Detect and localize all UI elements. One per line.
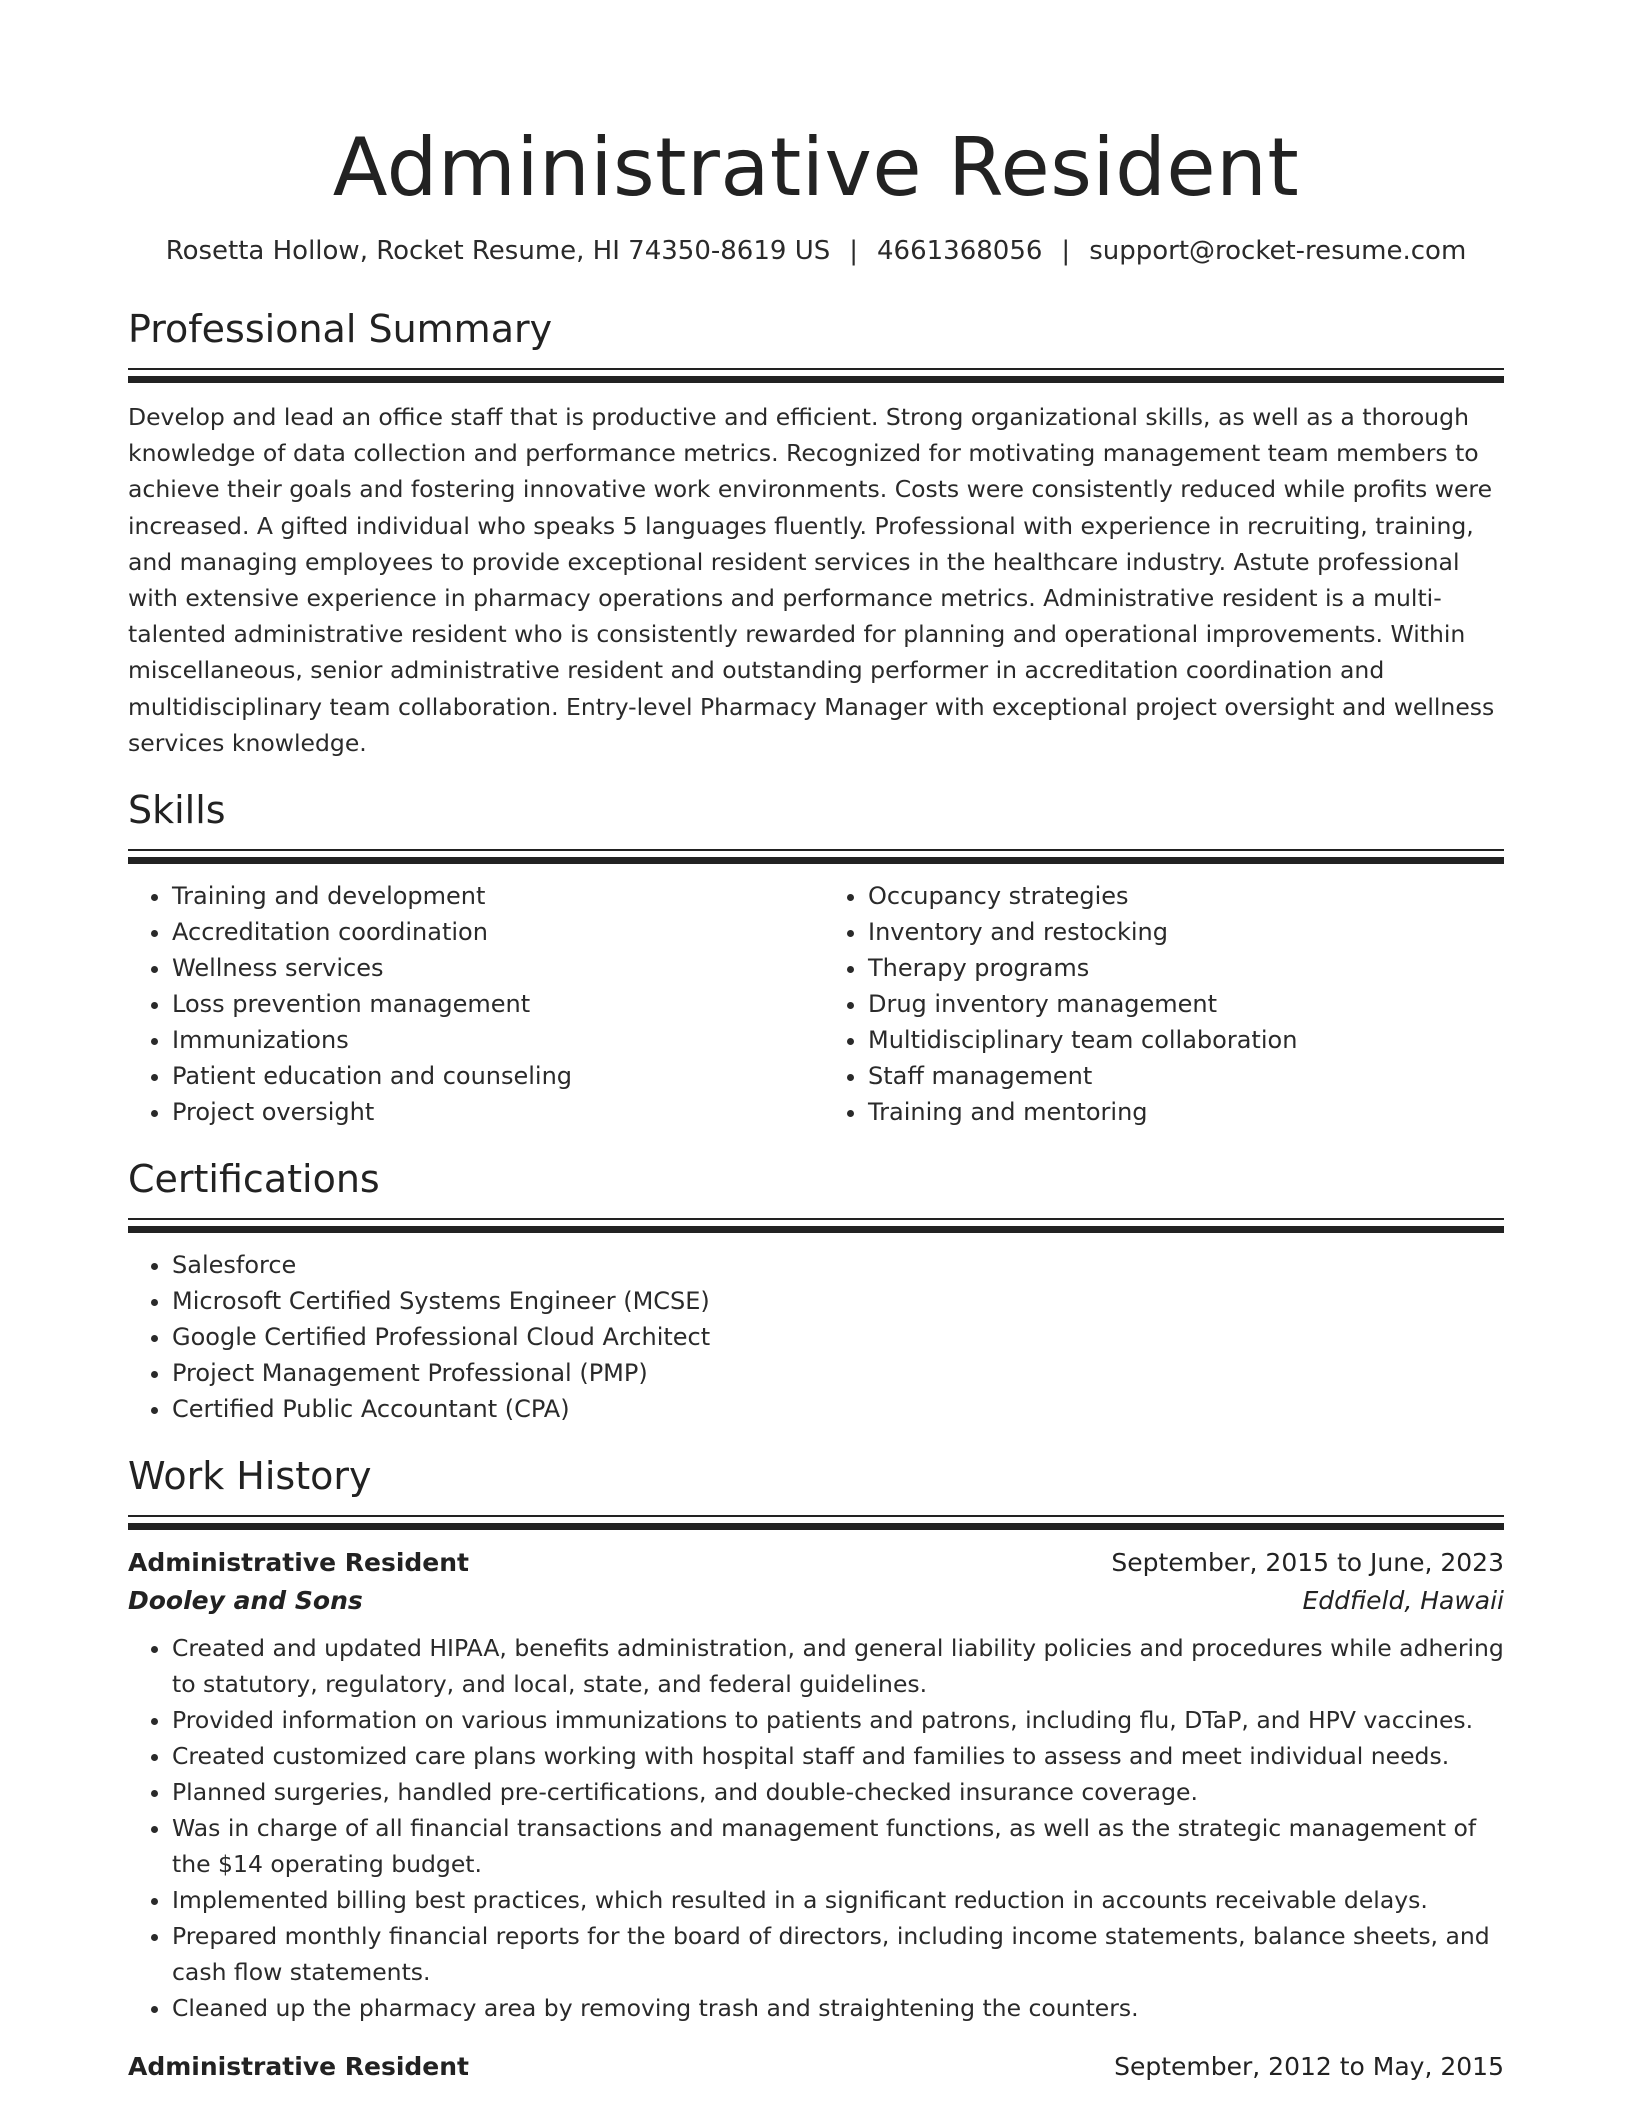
skill-item: • Project oversight [172, 1094, 816, 1130]
certification-item: • Salesforce [172, 1247, 1504, 1283]
job-header-row [128, 1544, 1504, 1582]
resume-title: Administrative Resident [332, 121, 1300, 214]
skill-item: • Accreditation coordination [172, 914, 816, 950]
skill-item: • Training and mentoring [868, 1094, 1504, 1130]
summary-heading: Professional Summary [128, 307, 553, 351]
job-bullet: • Planned surgeries, handled pre-certifications, and double-checked insurance coverage. [172, 1774, 1504, 1810]
job-title: Administrative Resident [128, 2052, 469, 2082]
summary-section [128, 304, 1504, 761]
skills-heading: Skills [128, 788, 226, 833]
job-entry [128, 2048, 1504, 2086]
skills-grid [128, 878, 1504, 1130]
contact-phone: 4661368056 [877, 236, 1043, 266]
certifications-list [128, 1247, 1504, 1427]
certification-item: • Google Certified Professional Cloud Architect [172, 1319, 1504, 1355]
skill-item: • Staff management [868, 1058, 1504, 1094]
skill-item: • Therapy programs [868, 950, 1504, 986]
certification-item: • Microsoft Certified Systems Engineer (MCSE) [172, 1283, 1504, 1319]
skills-list-right [816, 878, 1504, 1130]
skill-item: • Immunizations [172, 1022, 816, 1058]
job-bullet: • Provided information on various immunizations to patients and patrons, including flu, DTaP, and HPV vaccines. [172, 1702, 1504, 1738]
contact-separator: | [849, 236, 858, 266]
job-bullet: • Created and updated HIPAA, benefits administration, and general liability policies and procedures while adhering to statutory, regulatory, and local, state, and federal guidelines. [172, 1630, 1504, 1702]
job-bullet: • Prepared monthly financial reports for the board of directors, including income statements, balance sheets, and cash flow statements. [172, 1918, 1504, 1990]
contact-line [128, 234, 1504, 268]
job-dates: September, 2015 to June, 2023 [1111, 1548, 1504, 1578]
skills-section [128, 785, 1504, 1130]
job-bullet: • Implemented billing best practices, which resulted in a significant reduction in accounts receivable delays. [172, 1882, 1504, 1918]
section-divider [128, 1218, 1504, 1233]
work-history-section [128, 1451, 1504, 2086]
job-title: Administrative Resident [128, 1548, 469, 1578]
job-header-row [128, 2048, 1504, 2086]
certification-item: • Certified Public Accountant (CPA) [172, 1391, 1504, 1427]
certifications-heading: Certifications [128, 1157, 380, 1202]
job-entry [128, 1544, 1504, 2026]
skill-item: • Wellness services [172, 950, 816, 986]
certification-item: • Project Management Professional (PMP) [172, 1355, 1504, 1391]
contact-address: Rosetta Hollow, Rocket Resume, HI 74350-8619 US [165, 236, 831, 266]
job-bullet: • Cleaned up the pharmacy area by removing trash and straightening the counters. [172, 1990, 1504, 2026]
skill-item: • Multidisciplinary team collaboration [868, 1022, 1504, 1058]
job-bullet: • Was in charge of all financial transactions and management functions, as well as the strategic management of the $14 operating budget. [172, 1810, 1504, 1882]
section-divider [128, 368, 1504, 383]
job-bullet: • Created customized care plans working with hospital staff and families to assess and meet individual needs. [172, 1738, 1504, 1774]
skills-list-left [128, 878, 816, 1130]
summary-text: Develop and lead an office staff that is productive and efficient. Strong organizational skills, as well as a thorough knowledge of data collection and performance metrics. Recognized for motivating management team members to achieve their goals and fostering innovative work environments. Costs were consistently reduced while profits were increased. A gifted individual who speaks 5 languages fluently. Professional with experience in recruiting, training, and managing employees to provide exceptional resident services in the healthcare industry. Astute professional with extensive experience in pharmacy operations and performance metrics. Administrative resident is a multi-talented administrative resident who is consistently rewarded for planning and operational improvements. Within miscellaneous, senior administrative resident and outstanding performer in accreditation coordination and multidisciplinary team collaboration. Entry-level Pharmacy Manager with exceptional project oversight and wellness services knowledge. [128, 403, 1495, 757]
job-location: Eddfield, Hawaii [1302, 1586, 1504, 1616]
work-history-heading: Work History [128, 1454, 372, 1499]
section-divider [128, 1515, 1504, 1530]
skill-item: • Drug inventory management [868, 986, 1504, 1022]
skill-item: • Loss prevention management [172, 986, 816, 1022]
contact-separator: | [1061, 236, 1071, 266]
skill-item: • Inventory and restocking [868, 914, 1504, 950]
skill-item: • Training and development [172, 878, 816, 914]
job-subheader-row [128, 1582, 1504, 1620]
skill-item: • Occupancy strategies [868, 878, 1504, 914]
certifications-section [128, 1154, 1504, 1427]
skill-item: • Patient education and counseling [172, 1058, 816, 1094]
contact-email: support@rocket-resume.com [1089, 236, 1467, 266]
job-dates: September, 2012 to May, 2015 [1114, 2052, 1504, 2082]
job-company: Dooley and Sons [128, 1586, 363, 1616]
job-bullet-list [128, 1630, 1504, 2026]
section-divider [128, 849, 1504, 864]
